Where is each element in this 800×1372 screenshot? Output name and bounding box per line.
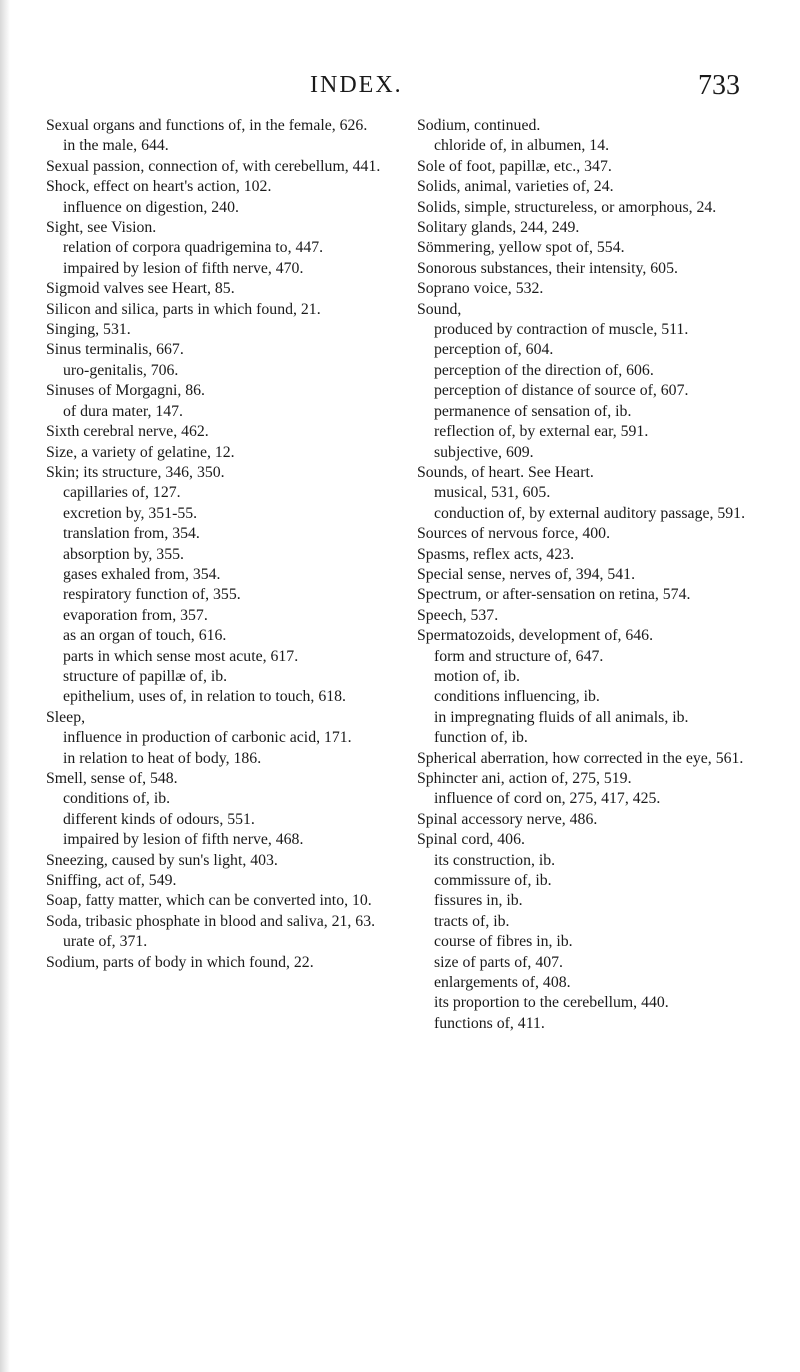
index-entry: Spermatozoids, development of, 646. [417, 627, 654, 645]
index-entry: Singing, 531. [46, 321, 131, 339]
index-subentry: reflection of, by external ear, 591. [434, 423, 649, 441]
index-entry: Sonorous substances, their intensity, 605. [417, 259, 678, 277]
index-subentry: epithelium, uses of, in relation to touch, 618. [63, 688, 346, 706]
index-entry: Size, a variety of gelatine, 12. [46, 443, 235, 461]
index-entry: Sneezing, caused by sun's light, 403. [46, 851, 278, 869]
index-subentry: uro-genitalis, 706. [63, 361, 179, 379]
index-subentry: gases exhaled from, 354. [63, 565, 221, 583]
index-subentry: impaired by lesion of fifth nerve, 470. [63, 259, 304, 277]
index-subentry: urate of, 371. [63, 933, 148, 951]
index-subentry: its proportion to the cerebellum, 440. [434, 994, 669, 1012]
index-entry: Sleep, [46, 708, 86, 726]
index-entry: Speech, 537. [417, 606, 499, 624]
index-entry: Sexual organs and functions of, in the female, 626. [46, 117, 368, 134]
index-column-left [46, 116, 386, 973]
index-entry: Spherical aberration, how corrected in the eye, 561. [417, 749, 744, 767]
index-subentry: functions of, 411. [434, 1014, 545, 1032]
page-number: 733 [698, 70, 740, 101]
index-entry: Soap, fatty matter, which can be converted into, 10. [46, 892, 372, 910]
index-entry: Solids, animal, varieties of, 24. [417, 178, 614, 196]
index-entry: Sinuses of Morgagni, 86. [46, 382, 205, 400]
index-subentry: conditions of, ib. [63, 790, 171, 808]
index-entry: Silicon and silica, parts in which found, 21. [46, 300, 321, 318]
index-subentry: in relation to heat of body, 186. [63, 749, 262, 767]
index-entry: Soda, tribasic phosphate in blood and saliva, 21, 63. [46, 912, 376, 930]
index-entry: Spinal accessory nerve, 486. [417, 810, 598, 828]
index-subentry: parts in which sense most acute, 617. [63, 647, 299, 665]
index-subentry: influence in production of carbonic acid, 171. [63, 729, 352, 747]
page-header [0, 68, 800, 108]
index-entry: Sight, see Vision. [46, 219, 157, 237]
index-subentry: of dura mater, 147. [63, 402, 183, 420]
index-column-right [417, 116, 757, 1034]
index-subentry: in impregnating fluids of all animals, ib. [434, 708, 689, 726]
index-entry: Skin; its structure, 346, 350. [46, 463, 225, 481]
index-subentry: size of parts of, 407. [434, 953, 563, 971]
index-entry: Sömmering, yellow spot of, 554. [417, 239, 625, 257]
index-subentry: function of, ib. [434, 729, 528, 747]
page-gutter-shadow [0, 0, 10, 1372]
index-entry: Sources of nervous force, 400. [417, 525, 611, 543]
index-subentry: form and structure of, 647. [434, 647, 604, 665]
index-entry: Sodium, parts of body in which found, 22. [46, 953, 314, 971]
index-entry: Spinal cord, 406. [417, 831, 525, 849]
index-subentry: enlargements of, 408. [434, 974, 571, 992]
index-entry: Sexual passion, connection of, with cerebellum, 441. [46, 157, 381, 175]
index-subentry: conduction of, by external auditory passage, 591. [434, 504, 746, 522]
index-entry: Sphincter ani, action of, 275, 519. [417, 770, 632, 787]
index-entry: Sixth cerebral nerve, 462. [46, 423, 209, 441]
index-subentry: commissure of, ib. [434, 872, 552, 890]
index-entry: Soprano voice, 532. [417, 280, 544, 298]
index-subentry: produced by contraction of muscle, 511. [434, 321, 689, 339]
index-subentry: absorption by, 355. [63, 545, 184, 563]
index-entry: Sound, [417, 300, 462, 318]
index-subentry: tracts of, ib. [434, 912, 510, 930]
index-entry: Shock, effect on heart's action, 102. [46, 178, 272, 196]
index-subentry: evaporation from, 357. [63, 606, 208, 624]
index-entry: Special sense, nerves of, 394, 541. [417, 565, 636, 583]
index-entry: Solids, simple, structureless, or amorphous, 24. [417, 198, 717, 216]
index-subentry: capillaries of, 127. [63, 484, 181, 502]
index-subentry: impaired by lesion of fifth nerve, 468. [63, 831, 304, 849]
index-subentry: excretion by, 351-55. [63, 504, 198, 522]
index-entry: Smell, sense of, 548. [46, 770, 178, 787]
index-entry: Sniffing, act of, 549. [46, 872, 177, 890]
index-subentry: perception of distance of source of, 607. [434, 382, 689, 400]
running-head: INDEX. [310, 72, 403, 98]
index-subentry: subjective, 609. [434, 443, 534, 461]
index-subentry: structure of papillæ of, ib. [63, 667, 228, 685]
index-subentry: perception of, 604. [434, 341, 554, 359]
index-subentry: as an organ of touch, 616. [63, 627, 227, 645]
index-entry: Sinus terminalis, 667. [46, 341, 184, 359]
index-subentry: influence of cord on, 275, 417, 425. [434, 790, 661, 808]
index-subentry: translation from, 354. [63, 525, 200, 543]
index-entry: Spectrum, or after-sensation on retina, 574. [417, 586, 691, 604]
index-entry: Sigmoid valves see Heart, 85. [46, 280, 235, 298]
index-subentry: different kinds of odours, 551. [63, 810, 255, 828]
index-subentry: chloride of, in albumen, 14. [434, 137, 610, 155]
index-subentry: perception of the direction of, 606. [434, 361, 654, 379]
index-entry: Solitary glands, 244, 249. [417, 219, 580, 237]
index-subentry: influence on digestion, 240. [63, 198, 239, 216]
index-entry: Sounds, of heart. See Heart. [417, 463, 594, 481]
index-subentry: relation of corpora quadrigemina to, 447. [63, 239, 324, 257]
index-entry: Sole of foot, papillæ, etc., 347. [417, 157, 612, 175]
index-subentry: its construction, ib. [434, 851, 556, 869]
index-subentry: respiratory function of, 355. [63, 586, 241, 604]
index-subentry: conditions influencing, ib. [434, 688, 600, 706]
index-subentry: musical, 531, 605. [434, 484, 551, 502]
index-subentry: in the male, 644. [63, 137, 169, 155]
index-subentry: motion of, ib. [434, 667, 521, 685]
index-subentry: fissures in, ib. [434, 892, 523, 910]
index-subentry: permanence of sensation of, ib. [434, 402, 632, 420]
index-entry: Sodium, continued. [417, 117, 541, 134]
index-subentry: course of fibres in, ib. [434, 933, 573, 951]
index-entry: Spasms, reflex acts, 423. [417, 545, 575, 563]
